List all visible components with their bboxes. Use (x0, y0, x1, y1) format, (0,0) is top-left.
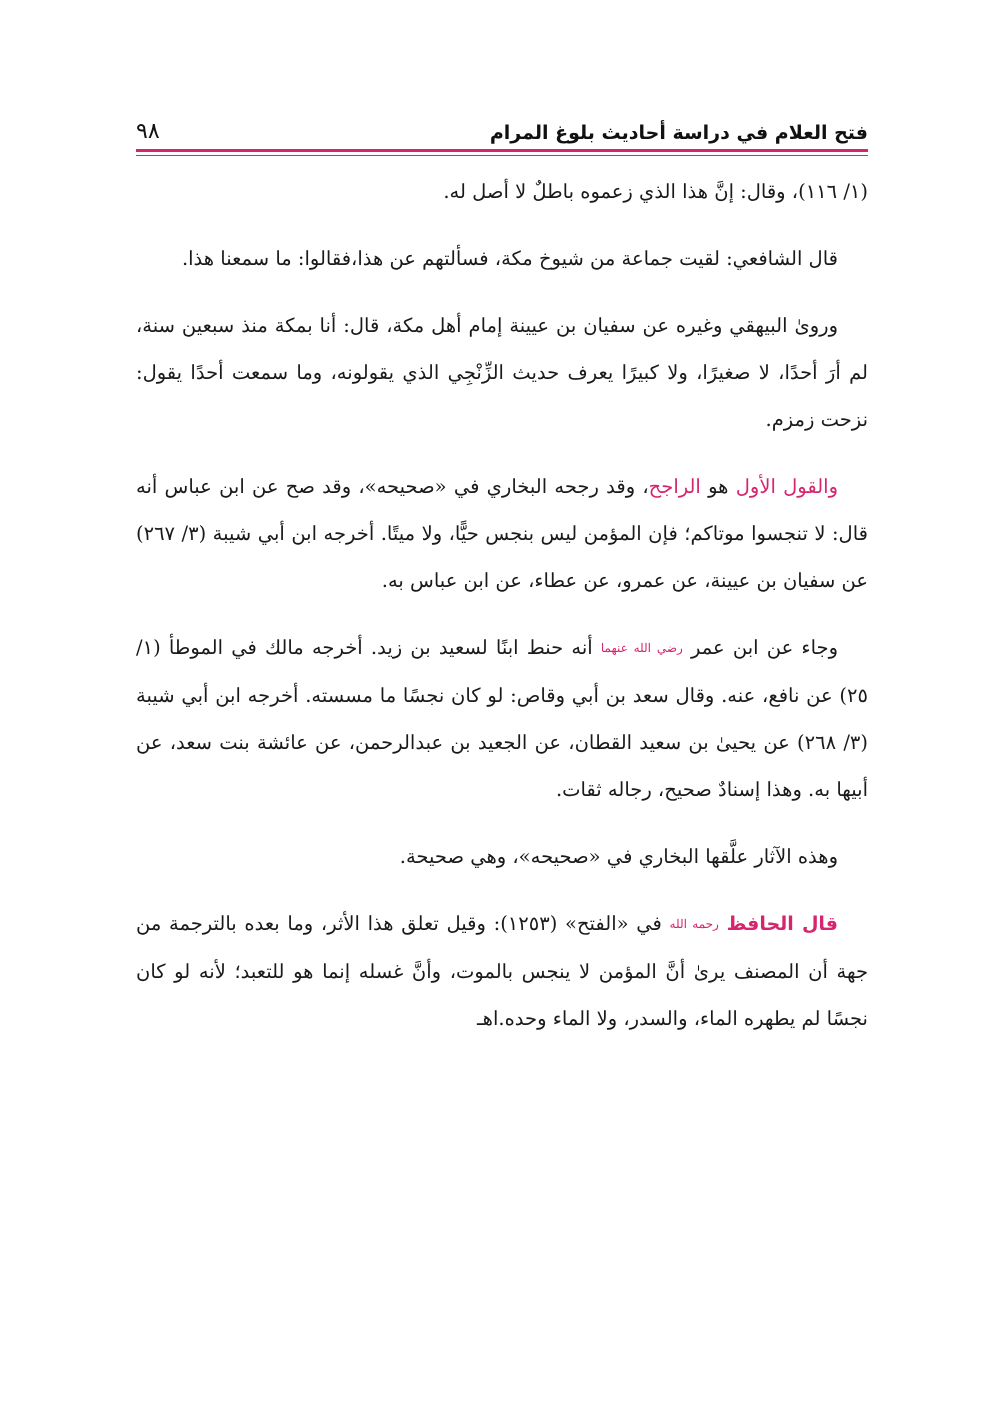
paragraph-7-text: في «الفتح» (١٢٥٣): وقيل تعلق هذا الأثر، وما بعده بالترجمة من جهة أن المصنف يرىٰ أنَّ المؤمن لا ينجس بالموت، وأنَّ غسله إنما هو للتعبد؛ لأنه لو كان نجسًا لم يطهره الماء، والسدر، ولا الماء وحده.اهـ (136, 912, 868, 1030)
highlight-preferred: الراجح (648, 475, 701, 498)
paragraph-3: وروىٰ البيهقي وغيره عن سفيان بن عيينة إمام أهل مكة، قال: أنا بمكة منذ سبعين سنة، لم أرَ أحدًا، لا صغيرًا، ولا كبيرًا يعرف حديث الزِّنْجِي الذي يقولونه، وما سمعت أحدًا يقول: نزحت زمزم. (136, 314, 868, 431)
honorific-glyph-2: رحمه الله (669, 917, 719, 931)
paragraph-7 (136, 900, 868, 1042)
paragraph-2: قال الشافعي: لقيت جماعة من شيوخ مكة، فسألتهم عن هذا،فقالوا: ما سمعنا هذا. (181, 247, 838, 270)
book-title: فتح العلام في دراسة أحاديث بلوغ المرام (489, 122, 868, 144)
paragraph-6: وهذه الآثار علَّقها البخاري في «صحيحه»، وهي صحيحة. (399, 845, 838, 868)
paragraph-5-start: وجاء عن ابن عمر (682, 636, 839, 659)
paragraph-4-text: ، وقد رجحه البخاري في «صحيحه»، وقد صح عن ابن عباس أنه قال: لا تنجسوا موتاكم؛ فإن المؤمن ليس بنجس حيًّا، ولا ميتًا. أخرجه ابن أبي شيبة (٣/ ٢٦٧) عن سفيان بن عيينة، عن عمرو، عن عطاء، عن ابن عباس به. (136, 475, 868, 592)
body-text (136, 168, 868, 1042)
paragraph-4-connector: هو (700, 475, 736, 498)
header-rule-thick (136, 149, 868, 152)
page-header (136, 108, 868, 148)
paragraph-1: (١/ ١١٦)، وقال: إنَّ هذا الذي زعموه باطلٌ لا أصل له. (443, 180, 868, 203)
paragraph-5-text: أنه حنط ابنًا لسعيد بن زيد. أخرجه مالك في الموطأ (١/ ٢٥) عن نافع، عنه. وقال سعد بن أبي وقاص: لو كان نجسًا ما مسسته. أخرجه ابن أبي شيبة (٣/ ٢٦٨) عن يحيىٰ بن سعيد القطان، عن الجعيد بن عبدالرحمن، عن عائشة بنت سعد، عن أبيها به. وهذا إسنادٌ صحيح، رجاله ثقات. (136, 636, 868, 801)
page-number: ٩٨ (136, 119, 160, 144)
header-rule-thin (136, 155, 868, 156)
paragraph-4 (136, 463, 868, 604)
highlight-first-opinion: والقول الأول (735, 475, 838, 498)
honorific-glyph: رضي الله عنهما (600, 641, 683, 655)
speaker-label: قال الحافظ (726, 913, 839, 935)
paragraph-5 (136, 624, 868, 813)
